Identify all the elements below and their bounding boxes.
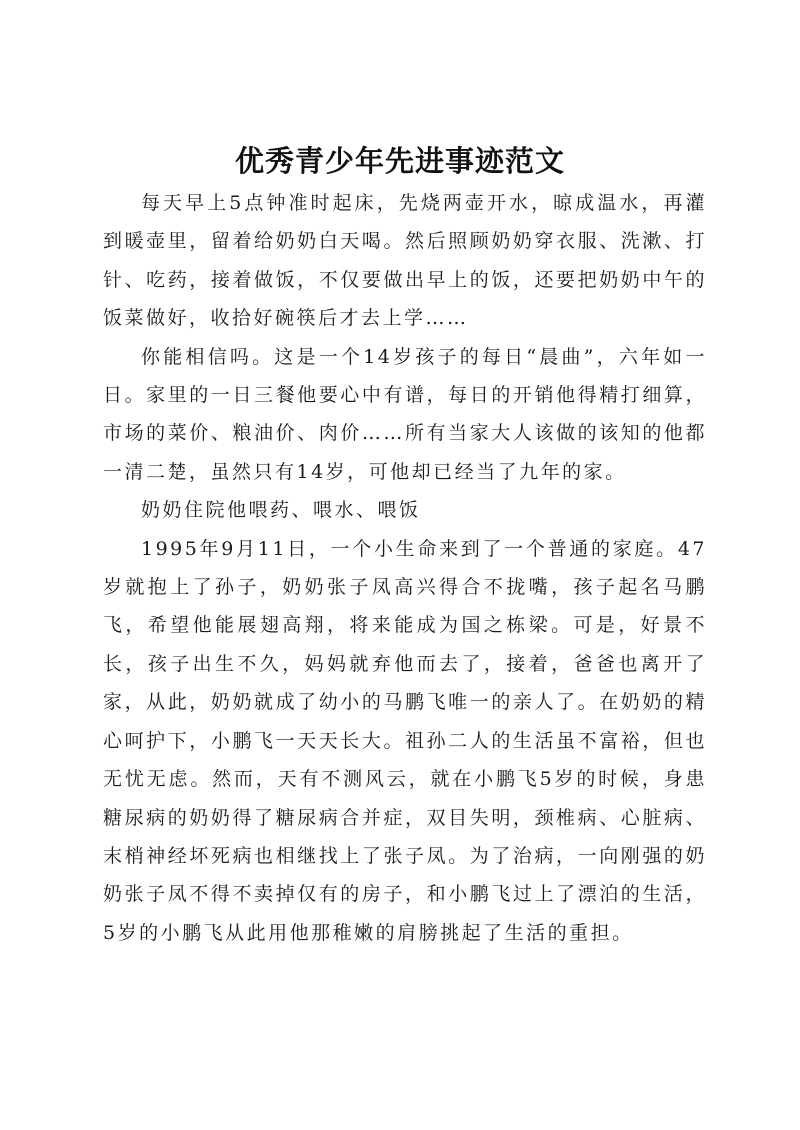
paragraph-morning-song: 你能相信吗。这是一个14岁孩子的每日“晨曲”，六年如一日。家里的一日三餐他要心中有谱，每日的开销他得精打细算，市场的菜价、粮油价、肉价……所有当家大人该做的该知的他都一清二楚，虽然只有14岁，可他却已经当了九年的家。 bbox=[103, 345, 707, 483]
paragraph-background-story: 1995年9月11日，一个小生命来到了一个普通的家庭。47岁就抱上了孙子，奶奶张子凤高兴得合不拢嘴，孩子起名马鹏飞，希望他能展翅高翔，将来能成为国之栋梁。可是，好景不长，孩子出生不久，妈妈就弃他而去了，接着，爸爸也离开了家，从此，奶奶就成了幼小的马鹏飞唯一的亲人了。在奶奶的精心呵护下，小鹏飞一天天长大。祖孙二人的生活虽不富裕，但也无忧无虑。然而，天有不测风云，就在小鹏飞5岁的时候，身患糖尿病的奶奶得了糖尿病合并症，双目失明，颈椎病、心脏病、末梢神经坏死病也相继找上了张子凤。为了治病，一向刚强的奶奶张子凤不得不卖掉仅有的房子，和小鹏飞过上了漂泊的生活，5岁的小鹏飞从此用他那稚嫩的肩膀挑起了生活的重担。 bbox=[103, 537, 707, 944]
page-title: 优秀青少年先进事迹范文 bbox=[234, 144, 565, 178]
document-body bbox=[103, 184, 707, 952]
paragraph-daily-routine: 每天早上5点钟准时起床，先烧两壶开水，晾成温水，再灌到暖壶里，留着给奶奶白天喝。然后照顾奶奶穿衣服、洗漱、打针、吃药，接着做饭，不仅要做出早上的饭，还要把奶奶中午的饭菜做好，收拾好碗筷后才去上学…… bbox=[103, 192, 707, 330]
paragraph-subheading: 奶奶住院他喂药、喂水、喂饭 bbox=[141, 499, 421, 522]
